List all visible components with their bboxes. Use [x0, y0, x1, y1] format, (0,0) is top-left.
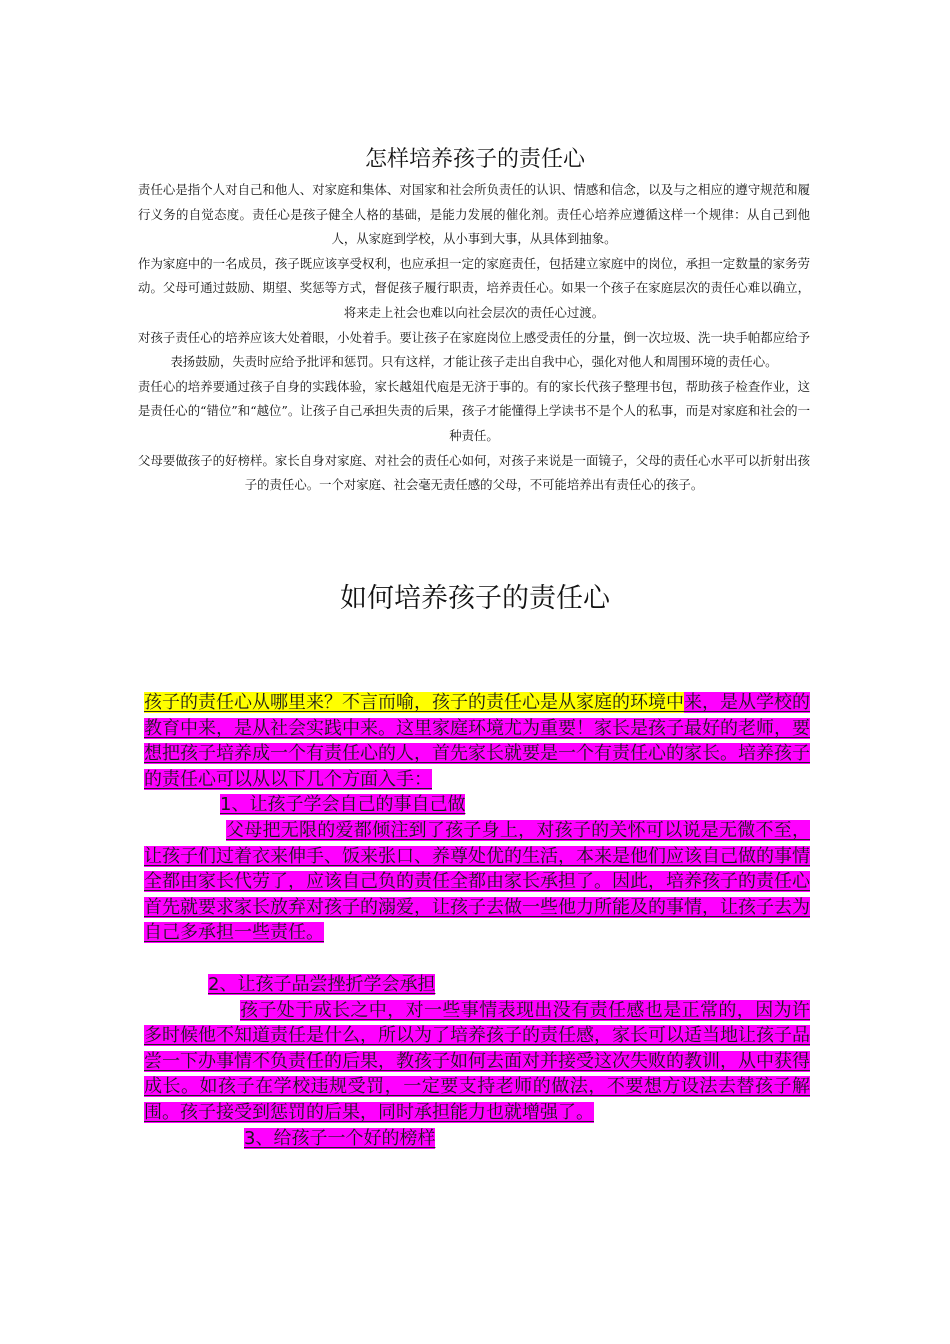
intro-paragraph: 作为家庭中的一名成员，孩子既应该享受权利，也应承担一定的家庭责任，包括建立家庭中的岗位，承担一定数量的家务劳动。父母可通过鼓励、期望、奖惩等方式，督促孩子履行职责，培养责任心。如果一个孩子在家庭层次的责任心难以确立，将来走上社会也难以向社会层次的责任心过渡。 — [138, 255, 810, 320]
intro-paragraph: 父母要做孩子的好榜样。家长自身对家庭、对社会的责任心如何，对孩子来说是一面镜子，父母的责任心水平可以折射出孩子的责任心。一个对家庭、社会毫无责任感的父母，不可能培养出有责任心的孩子。 — [138, 452, 810, 493]
highlighted-text: 孩子处于成长之中，对一些事情表现出没有责任感也是正常的，因为许多时候他不知道责任是什么，所以为了培养孩子的责任感，家长可以适当地让孩子品尝一下办事情不负责任的后果，教孩子如何去面对并接受这次失败的教训，从中获得成长。如孩子在学校违规受罚，一定要支持老师的做法，不要想方设法去替孩子解围。孩子接受到惩罚的后果，同时承担能力也就增强了。 — [144, 999, 810, 1123]
heading-1: 1、让孩子学会自己的事自己做 — [220, 794, 466, 816]
highlighted-heading — [144, 1126, 810, 1152]
heading-3: 3、给孩子一个好的榜样 — [244, 1127, 436, 1149]
heading-2: 2、让孩子品尝挫折学会承担 — [208, 973, 436, 995]
highlighted-paragraph — [144, 818, 810, 946]
highlighted-paragraph — [144, 998, 810, 1126]
highlighted-paragraph — [144, 690, 810, 792]
highlighted-text-yellow: 孩子的责任心从哪里来？不言而喻，孩子的责任心是从家庭的环境中 — [144, 692, 684, 713]
blank-line — [144, 946, 810, 972]
intro-paragraph: 责任心是指个人对自己和他人、对家庭和集体、对国家和社会所负责任的认识、情感和信念，以及与之相应的遵守规范和履行义务的自觉态度。责任心是孩子健全人格的基础，是能力发展的催化剂。责任心培养应遵循这样一个规律：从自己到他人，从家庭到学校，从小事到大事，从具体到抽象。 — [138, 182, 810, 247]
intro-section — [138, 178, 810, 498]
highlighted-text: 父母把无限的爱都倾注到了孩子身上，对孩子的关怀可以说是无微不至，让孩子们过着衣来伸手、饭来张口、养尊处优的生活，本来是他们应该自己做的事情全都由家长代劳了，应该自己负的责任全都由家长承担了。因此，培养孩子的责任心首先就要求家长放弃对孩子的溺爱，让孩子去做一些他力所能及的事情，让孩子去为自己多承担一些责任。 — [144, 819, 810, 944]
highlighted-heading — [144, 792, 810, 818]
highlighted-text: 来，是从学校的教育中来，是从社会实践中来。这里家庭环境尤为重要！家长是孩子最好的老师，要想把孩子培养成一个有责任心的人，首先家长就要是一个有责任心的家长。培养孩子的责任心可以从以下几个方面入手： — [144, 692, 810, 790]
highlighted-heading — [144, 972, 810, 998]
section-title: 如何培养孩子的责任心 — [340, 583, 610, 614]
document-title: 怎样培养孩子的责任心 — [364, 147, 585, 172]
intro-paragraph: 对孩子责任心的培养应该大处着眼，小处着手。要让孩子在家庭岗位上感受责任的分量，倒一次垃圾、洗一块手帕都应给予表扬鼓励，失责时应给予批评和惩罚。只有这样，才能让孩子走出自我中心，强化对他人和周围环境的责任心。 — [138, 329, 810, 370]
highlighted-section — [144, 690, 810, 1151]
intro-paragraph: 责任心的培养要通过孩子自身的实践体验，家长越俎代庖是无济于事的。有的家长代孩子整理书包，帮助孩子检查作业，这是责任心的“错位”和“越位”。让孩子自己承担失责的后果，孩子才能懂得上学读书不是个人的私事，而是对家庭和社会的一种责任。 — [138, 378, 810, 443]
